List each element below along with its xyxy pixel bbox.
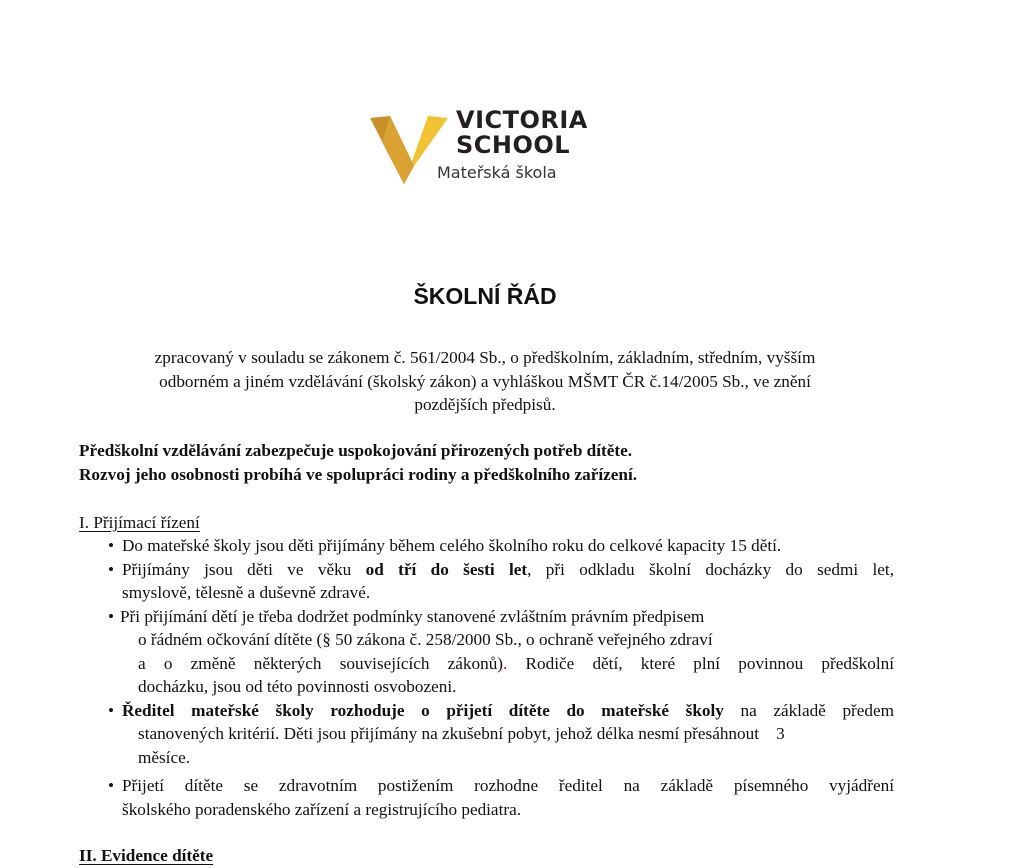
bullet-icon: • xyxy=(108,536,115,555)
list-item xyxy=(108,605,894,699)
text-fragment: na základě předem xyxy=(723,700,894,720)
list-item-continuation: stanovených kritérií. Děti jsou přijímány na zkušební pobyt, jehož délka nesmí přesáhnout 3 xyxy=(138,724,785,743)
emphasis-text: od tří do šesti let xyxy=(365,559,528,579)
lead-line: Rozvoj jeho osobnosti probíhá ve spolupráci rodiny a předškolního zařízení. xyxy=(79,464,638,484)
text-fragment: a o změně některých souvisejících zákonů) xyxy=(138,653,504,673)
list-item-continuation: školského poradenského zařízení a registrujícího pediatra. xyxy=(122,799,521,819)
bullet-icon: • xyxy=(108,776,115,795)
document-title: ŠKOLNÍ ŘÁD xyxy=(413,283,557,309)
intro-line: pozdějších předpisů. xyxy=(414,395,556,414)
victoria-v-logo-icon xyxy=(368,108,448,188)
intro-line: odborném a jiném vzdělávání (školský zákon) a vyhláškou MŠMT ČR č.14/2005 Sb., ve znění xyxy=(159,371,811,391)
bullet-icon: • xyxy=(108,606,115,626)
school-logo xyxy=(368,105,608,185)
bullet-icon: • xyxy=(108,559,115,579)
list-item-text xyxy=(108,558,894,582)
logo-subtitle: Mateřská škola xyxy=(437,163,557,182)
text-fragment: Přijímány jsou děti ve věku xyxy=(122,559,366,579)
logo-brand-line2: SCHOOL xyxy=(456,131,571,159)
section-heading-text: II. Evidence dítěte xyxy=(79,846,214,865)
section-heading-evidence xyxy=(79,844,213,868)
list-item xyxy=(108,534,894,558)
section-heading-text: I. Přijímací řízení xyxy=(79,513,200,532)
list-item xyxy=(108,699,894,770)
list-item-continuation: smyslově, tělesně a duševně zdravé. xyxy=(122,583,371,602)
list-item-continuation: měsíce. xyxy=(138,747,191,767)
text-fragment: , při odkladu školní docházky do sedmi let, xyxy=(527,559,894,579)
list-item xyxy=(108,558,894,605)
list-item xyxy=(108,774,894,821)
text-fragment: Rodiče dětí, které plní povinnou předškolní xyxy=(507,653,894,673)
bullet-icon: • xyxy=(108,700,115,720)
admission-list xyxy=(108,534,894,821)
list-item-continuation: o řádném očkování dítěte (§ 50 zákona č. 258/2000 Sb., o ochraně veřejného zdraví xyxy=(138,630,713,649)
logo-brand-line1: VICTORIA xyxy=(456,106,588,134)
lead-paragraph xyxy=(79,439,959,486)
list-item-continuation xyxy=(108,652,894,676)
section-heading-admission xyxy=(79,511,200,535)
list-item-continuation: docházku, jsou od této povinnosti osvobozeni. xyxy=(138,677,457,696)
emphasis-text: Ředitel mateřské školy rozhoduje o přijetí dítěte do mateřské školy xyxy=(122,700,724,720)
intro-line: zpracovaný v souladu se zákonem č. 561/2004 Sb., o předškolním, základním, středním, vyšším xyxy=(154,348,816,367)
text-fragment: . xyxy=(503,653,508,673)
list-item-text: Při přijímání dětí je třeba dodržet podmínky stanovené zvláštním právním předpisem xyxy=(120,606,705,626)
list-item-text: Do mateřské školy jsou děti přijímány během celého školního roku do celkové kapacity 15 dětí. xyxy=(122,536,782,555)
list-item-text xyxy=(108,699,894,723)
list-item-text: Přijetí dítěte se zdravotním postižením rozhodne ředitel na základě písemného vyjádření xyxy=(122,776,894,795)
lead-line: Předškolní vzdělávání zabezpečuje uspokojování přirozených potřeb dítěte. xyxy=(79,441,633,460)
intro-paragraph xyxy=(84,346,886,417)
